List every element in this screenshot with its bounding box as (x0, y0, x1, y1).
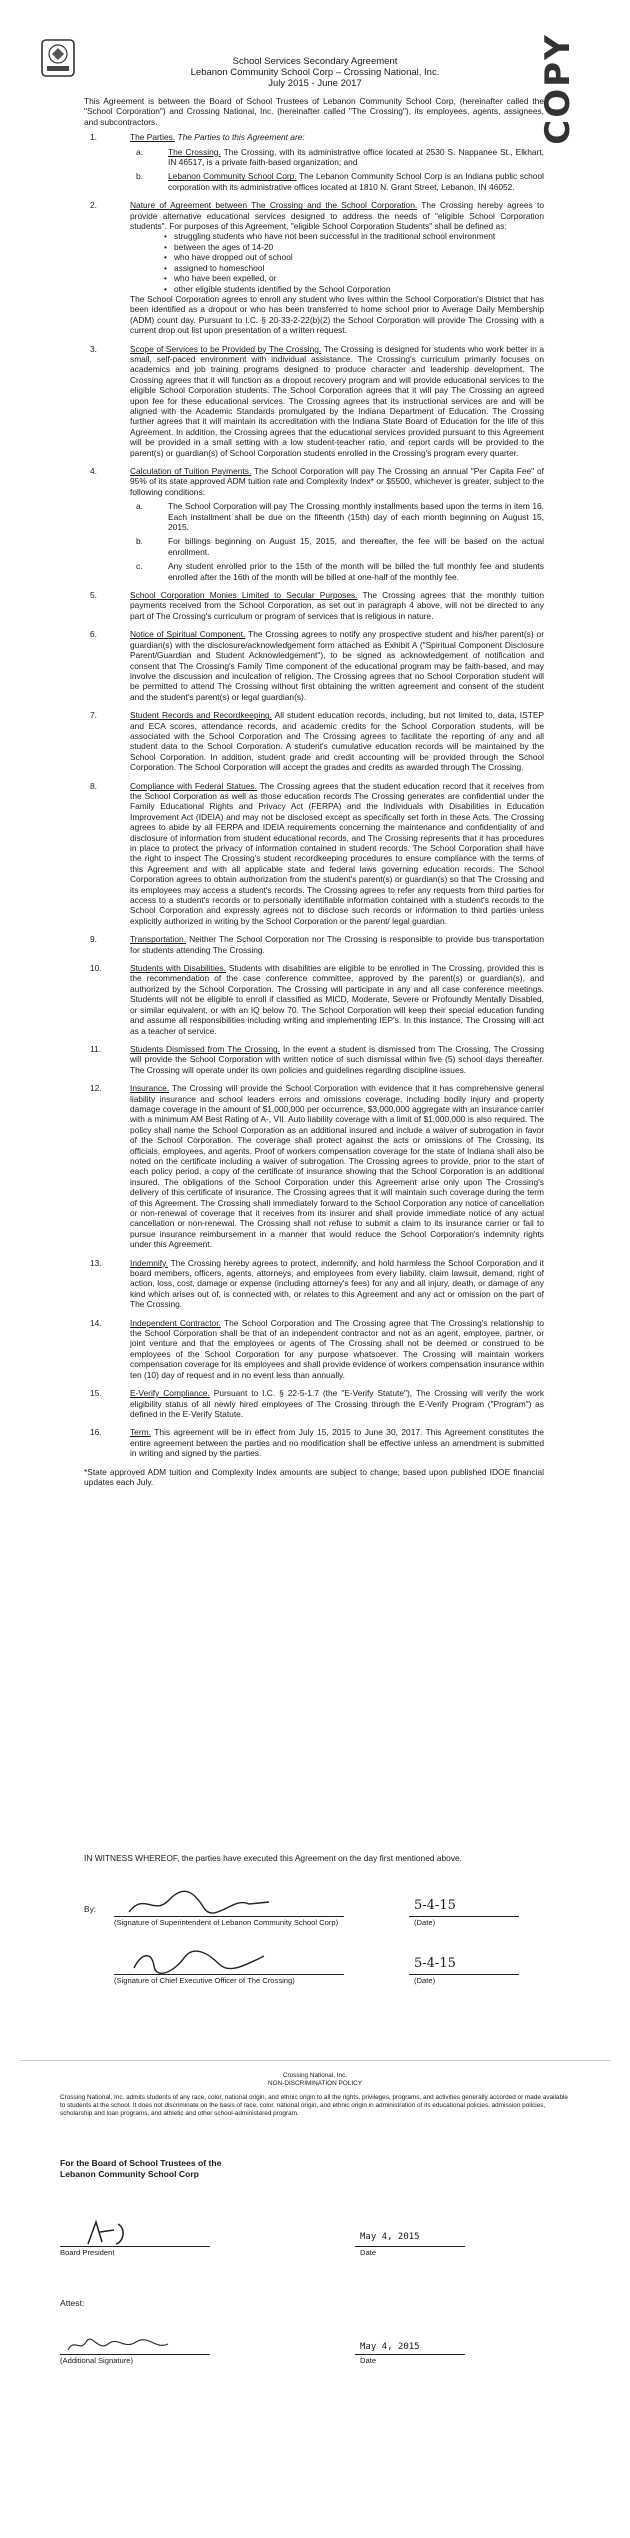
copy-stamp: COPY (538, 33, 578, 145)
list-item: • assigned to homeschool (164, 263, 544, 273)
agreement-title (0, 56, 630, 89)
section-federal: 8. Compliance with Federal Statues. The Crossing agrees that the student education record that it receives from the School Corporation as well as those education records The Crossing generates are confidential under the Family Educational Rights and Privacy Act (FERPA) and the Individuals with Disabilities in Education Improvement Act (IDEIA) and may not be disclosed except as specifically set forth in these Acts. The Crossing agrees to abide by all FERPA and IDEIA requirements concerning the maintenance and confidentiality of and disclosure of information from student educational records, and The Crossing represents that it has procedures in place to protect the privacy of information contained in student records. The School Corporation shall have the right to inspect The Crossing's student recordkeeping procedures to ensure compliance with the terms of this Agreement and with all applicable state and federal laws governing education records. The School Corporation agrees to obtain authorization from the student's parent(s) or guardian(s) so that The Crossing and its employees may access a student's records. The Crossing agrees to refer any requests from third parties for access to a student's records or to personally identifiable information contained with a student's records to the School Corporation and expressly agrees not to disclose such records or information to third parties unless explicitly authorized in writing by the School Corporation or the parent/ legal guardian. (90, 780, 544, 926)
party-school-corp: b. Lebanon Community School Corp. The Lebanon Community School Corp is an Indiana public school corporation with its administrative offices located at 1810 N. Grant Street, Lebanon, IN 46052. (136, 171, 544, 192)
section-contractor: 14. Independent Contractor. The School Corporation and The Crossing agree that The Crossing's relationship to the School Corporation shall be that of an independent contractor and not as an agent, employee, partner, or joint venture and that the employees or agents of The Crossing shall not be deemed or construed to be employees of the School Corporation for any purpose whatsoever. The Crossing will maintain workers compensation coverage for its employees and shall provide evidence of workers compensation insurance within ten (10) day of request and in no event less than annually. (90, 1317, 544, 1380)
section-transportation: 9. Transportation. Neither The School Corporation nor The Crossing is responsible to provide bus transportation for students attending The Crossing. (90, 934, 545, 955)
section-insurance: 12. Insurance. The Crossing will provide the School Corporation with evidence that it has comprehensive general liability insurance and school leaders errors and omissions coverage, including bodily injury and property damage coverage in the amount of $1,000,000 per occurrence, $3,000,000 aggregate with an insurance carrier with a minimum AM Best Rating of A-, VII. Auto liability coverage with a limit of $1,000,000 is also required. The policy shall name the School Corporation as an additional insured and include a waiver of subrogation in favor of the School Corporation. The coverage shall protect against the acts or omissions of The Crossing, its officials, employees, and agents. Proof of workers compensation coverage for the state of Indiana shall also be noted on the certificate including a waiver of subrogation. The Crossing agrees to provide, prior to the start of each policy period, a copy of the certificate of insurance showing that the School Corporation is an additional insured. The obligations of the School Corporation under this Agreement arise only upon The Crossing's delivery of this certificate of insurance. The Crossing agrees that it will maintain such coverage during the term of this Agreement. The Crossing shall immediately forward to the School Corporation any notice of cancellation or non-renewal of coverage that it receives from its insurer and shall provide immediate notice of any actual cancellation or non-renewal. The Crossing shall not refuse to submit a claim to its insurance carrier or fail to pursue insurance reimbursement in a manner that would reduce the School Corporation's indemnity rights under this Agreement. (90, 1083, 544, 1250)
section-dismissed: 11. Students Dismissed from The Crossing. In the event a student is dismissed from The Crossing, The Crossing will provide the School Corporation with written notice of such dismissal within five (5) school days thereafter. The Crossing will operate under its own policies and guidelines regarding discipline issues. (90, 1043, 544, 1075)
header-line-2: Lebanon Community School Corp – Crossing National, Inc. (190, 67, 440, 78)
section-disabilities: 10. Students with Disabilities. Students with disabilities are eligible to be enrolled in The Crossing, provided this is the recommendation of the case conference committee, approved by the parent(s) or guardian(s), and authorized by the School Corporation. The Crossing will participate in any and all case conference meetings. Students will not be eligible to enroll if classified as MICD, Moderate, Severe or Profoundly Mentally Disabled, or similar equivalent, or with an IQ below 70. The School Corporation will keep their special education funding and assume all responsibilities including writing and implementing IEP's. In this instance, The Crossing will act as a teacher of service. (90, 963, 544, 1036)
ceo-sign-date: 5-4-15 (414, 1956, 456, 1971)
list-item: • who have been expelled, or (164, 273, 544, 283)
president-signature (80, 2218, 140, 2248)
secretary-signature-row: (Additional Signature) May 4, 2015 Date (60, 2330, 560, 2370)
non-discrimination-policy: Crossing National, Inc. NON-DISCRIMINATION POLICY Crossing National, Inc. admits students of any race, color, national origin, and ethnic origin to all the rights, privileges, programs, and activities generally accorded or made available to students at the school. It does not discriminate on the basis of race, color, national origin, and ethnic origin in administration of its educational policies, admission policies, scholarship and loan programs, and athletic and other school-administered program. (60, 2072, 568, 2117)
board-president-signature-row: Board President May 4, 2015 Date (60, 2218, 560, 2258)
agreement-body (84, 96, 544, 1492)
section-secular: 5. School Corporation Monies Limited to Secular Purposes. The Crossing agrees that the monthly tuition payments received from the School Corporation, as set out in paragraph 4 above, will not be directed to any part of The Crossing's curriculum or program of services that is religious in nature. (90, 590, 544, 621)
secretary-signature (64, 2334, 174, 2356)
section-scope: 3. Scope of Services to be Provided by The Crossing. The Crossing is designed for students who work better in a small, self-paced environment with individual assistance. The Crossing's curriculum primarily focuses on academics and job training programs designed to produce character and leadership development. The Crossing agrees that it will function as a dropout recovery program and will provide educational services to the eligible School Corporation students. The School Corporation agrees that it will pay The Crossing an agreed upon fee for these educational services. The Crossing agrees that its instructional services are and will be aligned with the Academic Standards promulgated by the Indiana Department of Education. The Crossing further agrees that it will maintain its accreditation with the Indiana State Board of Education for the life of this Agreement. In addition, the Crossing agrees that the educational services provided pursuant to this Agreement will be provided in a small setting with a low student-teacher ratio, and report cards will be provided to the parent(s) or guardian(s) of School Corporation students enrolled in the Crossing's program every quarter. (90, 343, 544, 458)
board-heading: For the Board of School Trustees of the Lebanon Community School Corp (60, 2158, 222, 2179)
page-divider (20, 2060, 610, 2061)
list-item: • struggling students who have not been successful in the traditional school environment (164, 231, 544, 241)
section-nature: 2. Nature of Agreement between The Crossing and the School Corporation. The Crossing hereby agrees to provide alternative educational services designed to address the needs of "eligible School Corporation students". For purposes of this Agreement, "eligible School Corporation Students" shall be defined as: • struggling students who have not been successful in the traditional school environment • between the ages of 14-20 • who have dropped out of school • assigned to homeschool • who have been expelled, or • other eligible students identified by the School Corporation The School Corporation agrees to enroll any student who lives within the School Corporation's District that has been identified as a dropout or who has been transferred to home school prior to Average Daily Membership (ADM) count day. Pursuant to I.C. § 20-33-2-22(b)(2) the School Corporation will provide The Crossing with a current drop out list upon presentation of a written request. (84, 200, 544, 335)
intro-paragraph: This Agreement is between the Board of School Trustees of Lebanon Community School Corp, (hereinafter called the "School Corporation") and Crossing National, Inc. (hereinafter called "The Crossing"), its employees, agents, assignees, and subcontractors. (84, 96, 544, 127)
ceo-signature (124, 1948, 274, 1976)
section-indemnify: 13. Indemnify. The Crossing hereby agrees to protect, indemnify, and hold harmless the School Corporation and it board members, officers, agents, attorneys, and employees from every liability, claim lawsuit, demand, right of action, loss, cost, damage or expense (including attorney's fees) for any and all injury, death, or damage of any kind which arises out of, is connected with, or relates to this Agreement and any act or omission on the part of The Crossing. (90, 1257, 544, 1310)
section-everify: 15. E-Verify Compliance. Pursuant to I.C. § 22-5-1.7 (the "E-Verify Statute"), The Crossing will verify the work eligibility status of all newly hired employees of The Crossing through the E-Verify Program ("Program") as defined in the E-Verify Statute. (90, 1388, 545, 1419)
superintendent-sign-date: 5-4-15 (414, 1898, 456, 1913)
eligible-students-list (164, 231, 544, 293)
section-term: 16. Term. This agreement will be in effect from July 15, 2015 to June 30, 2017. This Agreement constitutes the entire agreement between the parties and no modification shall be effective unless an amendment is submitted in writing and signed by the parties. (90, 1427, 544, 1459)
by-label: By: (84, 1904, 97, 1914)
section-parties: 1. The Parties. The Parties to this Agreement are: a. The Crossing. The Crossing, with its administrative office located at 2530 S. Nappanee St., Elkhart, IN 46517, is a private faith-based organization; and b. Lebanon Community School Corp. The Lebanon Community School Corp is an Indiana public school corporation with its administrative offices located at 1810 N. Grant Street, Lebanon, IN 46052. (90, 132, 544, 192)
signature-superintendent: By: (Signature of Superintendent of Lebanon Community School Corp) 5-4-15 (Date) (84, 1890, 544, 1930)
witness-statement: IN WITNESS WHEREOF, the parties have executed this Agreement on the day first mentioned above. (84, 1853, 462, 1863)
party-crossing: a. The Crossing. The Crossing, with its administrative office located at 2530 S. Nappanee St., Elkhart, IN 46517, is a private faith-based organization; and (136, 146, 544, 168)
section-records: 7. Student Records and Recordkeeping. All student education records, including, but not limited to, data, ISTEP and ECA scores, attendance records, and academic credits for the School Corporation students, will be associated with the School Corporation and The Crossing agrees to facilitate the reporting of any and all student data to the School Corporation. A student's cumulative education records will be maintained by the School Corporation. In addition, student grade and credit accounting will be provided through the School Corporation. The School Corporation will accept the grades and credits as awarded through The Crossing. (90, 710, 544, 773)
footnote: *State approved ADM tuition and Complexity Index amounts are subject to change; based upon published IDOE financial updates each July. (84, 1466, 544, 1487)
header-line-1: School Services Secondary Agreement (232, 56, 398, 67)
attest-label: Attest: (60, 2298, 85, 2308)
section-spiritual: 6. Notice of Spiritual Component. The Crossing agrees to notify any prospective student and his/her parent(s) or guardian(s) with the disclosure/acknowledgement form attached as Exhibit A ("Spiritual Component Disclosure Parent/Guardian and Student Acknowledgement"), to be signed as acknowledgement of notification and consent that The Crossing's Family Time component of the educational program may be faith-based, and may involve the discussion and inculcation of religion. The Crossing agrees that no School Corporation student will be permitted to attend The Crossing without first obtaining the written agreement and consent of the student and the student's parent(s) or legal guardian(s). (90, 629, 544, 702)
header-line-3: July 2015 - June 2017 (268, 78, 362, 89)
list-item: • who have dropped out of school (164, 252, 544, 262)
secretary-sign-date: May 4, 2015 (360, 2342, 420, 2352)
signature-ceo: (Signature of Chief Executive Officer of The Crossing) 5-4-15 (Date) (84, 1948, 544, 1988)
president-sign-date: May 4, 2015 (360, 2232, 420, 2242)
superintendent-signature (124, 1890, 274, 1918)
section-tuition: 4. Calculation of Tuition Payments. The School Corporation will pay The Crossing an annual "Per Capita Fee" of 95% of its state approved ADM tuition rate and Complexity Index* or $5500, whichever is greater, subject to the following conditions: a. The School Corporation will pay The Crossing monthly installments based upon the terms in item 16. Each installment shall be due on the fifteenth (15th) day of each month beginning on August 15, 2015. b. For billings beginning on August 15, 2015, and thereafter, the fee will be based on the actual enrollment. c. Any student enrolled prior to the 15th of the month will be billed the full monthly fee and students enrolled after the 16th of the month will be billed at one-half of the monthly fee. (90, 466, 544, 582)
list-item: • between the ages of 14-20 (164, 242, 544, 252)
list-item: • other eligible students identified by the School Corporation (164, 284, 544, 294)
